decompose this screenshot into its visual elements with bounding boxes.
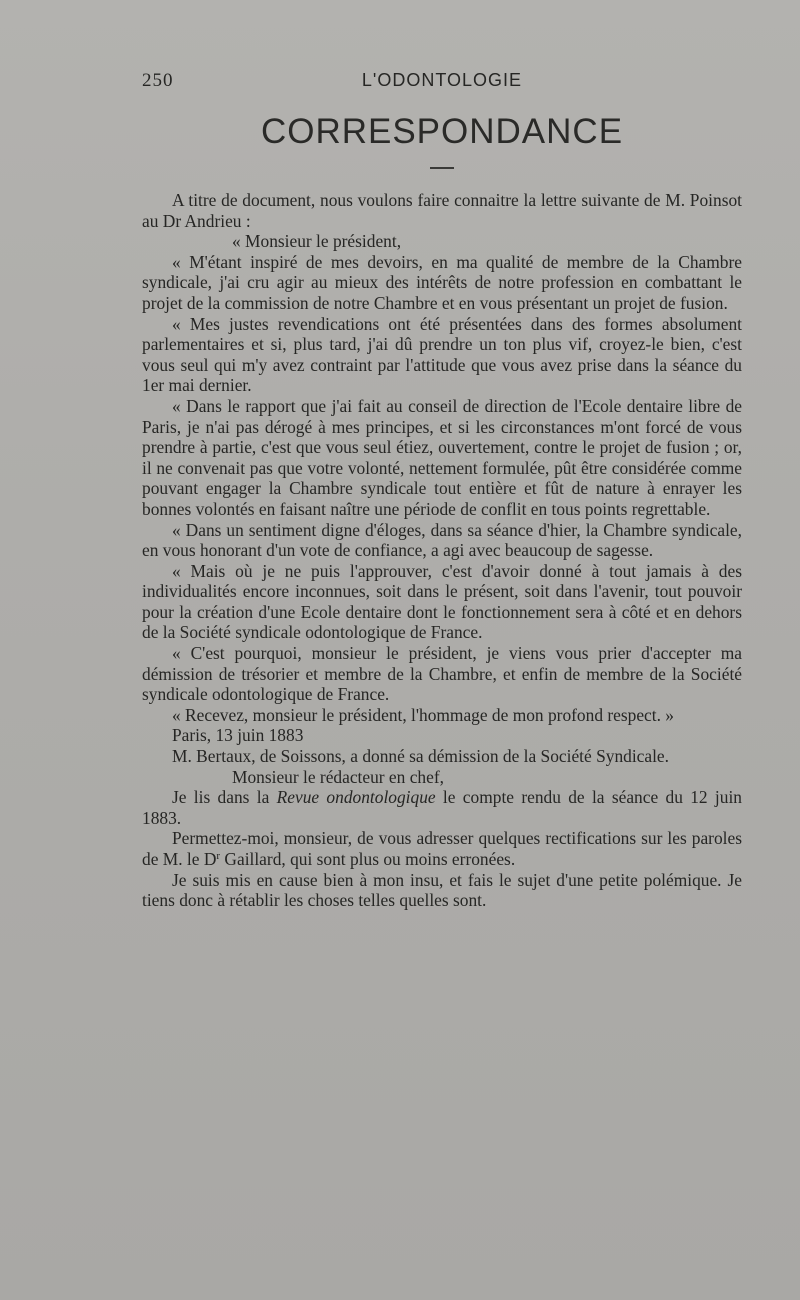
- letter2-p2-after: Gaillard, qui sont plus ou moins erronées.: [220, 849, 516, 869]
- letter2-p1-after: le compte rendu de la séance du 12 juin 1883.: [142, 787, 742, 828]
- superscript-r: r: [216, 850, 221, 862]
- letter2-greeting: Monsieur le rédacteur en chef,: [232, 766, 444, 787]
- letter1-paragraph-5: « Mais où je ne puis l'approuver, c'est d'avoir donné à tout jamais à des individualités encore inconnues, soit dans le présent, soit dans l'avenir, tout pouvoir pour la création d'une Ecole dentaire dont le fonctionnement sera à côté et en dehors de la Société syndicale odontologique de France.: [142, 560, 742, 643]
- letter2-paragraph-2: [142, 828, 742, 869]
- letter1-paragraph-4: « Dans un sentiment digne d'éloges, dans sa séance d'hier, la Chambre syndicale, en vous honorant d'un vote de confiance, a agi avec beaucoup de sagesse.: [142, 519, 742, 561]
- letter1-dateline: Paris, 13 juin 1883: [172, 725, 304, 746]
- letter1-paragraph-1: « M'étant inspiré de mes devoirs, en ma qualité de membre de la Chambre syndicale, j'ai cru agir au mieux des intérêts de notre profession en combattant le projet de la commission de notre Chambre et en vous présentant un projet de fusion.: [142, 251, 742, 313]
- journal-name: Revue ondontologique: [276, 787, 436, 808]
- section-title: CORRESPONDANCE: [260, 112, 624, 151]
- letter1-paragraph-2: « Mes justes revendications ont été présentées dans des formes absolument parlementaires et si, plus tard, j'ai dû prendre un ton plus vif, croyez-le bien, c'est vous seul qui m'y avez contraint par l'attitude que vous avez prise dans la séance du 1er mai dernier.: [142, 313, 742, 396]
- letter2-p2-before: Permettez-moi, monsieur, de vous adresser quelques rectifications sur les paroles de M. le D: [142, 828, 742, 869]
- title-rule: [430, 167, 454, 169]
- article-body: [142, 190, 742, 911]
- running-head: [142, 70, 742, 96]
- note-bertaux: M. Bertaux, de Soissons, a donné sa démission de la Société Syndicale.: [172, 746, 670, 767]
- letter2-paragraph-3: Je suis mis en cause bien à mon insu, et fais le sujet d'une petite polémique. Je tiens donc à rétablir les choses telles quelles sont.: [142, 869, 742, 911]
- journal-title: L'ODONTOLOGIE: [361, 70, 523, 90]
- letter1-paragraph-7: « Recevez, monsieur le président, l'hommage de mon profond respect. »: [172, 704, 674, 725]
- letter1-paragraph-6: « C'est pourquoi, monsieur le président, je viens vous prier d'accepter ma démission de trésorier et membre de la Chambre, et enfin de membre de la Société syndicale odontologique de France.: [142, 643, 742, 705]
- letter2-p1-before: Je lis dans la: [172, 787, 277, 808]
- page-number: 250: [142, 70, 174, 91]
- intro-paragraph: A titre de document, nous voulons faire connaitre la lettre suivante de M. Poinsot au Dr Andrieu :: [142, 190, 742, 231]
- letter1-greeting: « Monsieur le président,: [232, 231, 402, 252]
- letter1-paragraph-3: « Dans le rapport que j'ai fait au conseil de direction de l'Ecole dentaire libre de Paris, je n'ai pas dérogé à mes principes, et si les circonstances m'ont forcé de vous prendre à partie, c'est que vous seul étiez, ouvertement, contre le projet de fusion ; or, il ne convenait pas que votre volonté, nettement formulée, pût être considérée comme pouvant engager la Chambre syndicale tout entière et fût de nature à enrayer les bonnes volontés en faisant naître une période de conflit en tous points regrettable.: [142, 395, 742, 519]
- letter2-paragraph-1: [142, 787, 742, 828]
